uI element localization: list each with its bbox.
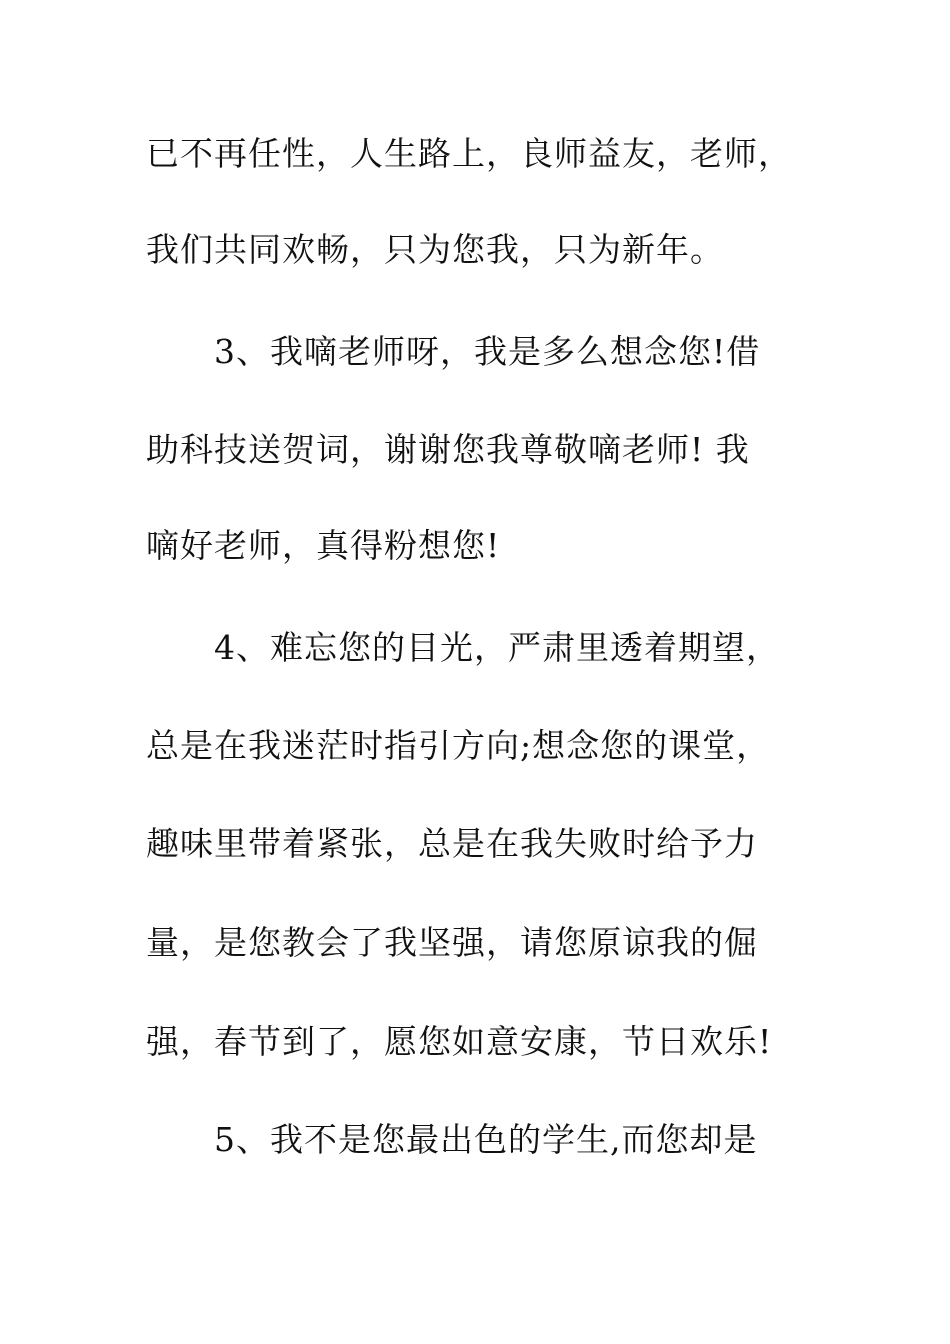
text-line-11: 5、我不是您最出色的学生,而您却是 <box>146 1120 758 1159</box>
text-line-7: 总是在我迷茫时指引方向;想念您的课堂， <box>146 726 771 765</box>
text-line-6: 4、难忘您的目光，严肃里透着期望， <box>146 628 780 667</box>
text-line-3: 3、我嘀老师呀，我是多么想念您!借 <box>146 332 761 371</box>
text-line-5: 嘀好老师，真得粉想您! <box>146 526 501 565</box>
text-line-2: 我们共同欢畅，只为您我，只为新年。 <box>146 230 724 269</box>
text-line-4: 助科技送贺词，谢谢您我尊敬嘀老师! 我 <box>146 430 750 469</box>
text-line-9: 量，是您教会了我坚强，请您原谅我的倔 <box>146 923 758 962</box>
text-line-8: 趣味里带着紧张，总是在我失败时给予力 <box>146 824 758 863</box>
text-line-10: 强，春节到了，愿您如意安康，节日欢乐! <box>146 1022 773 1061</box>
text-line-1: 已不再任性，人生路上，良师益友，老师， <box>146 134 792 173</box>
